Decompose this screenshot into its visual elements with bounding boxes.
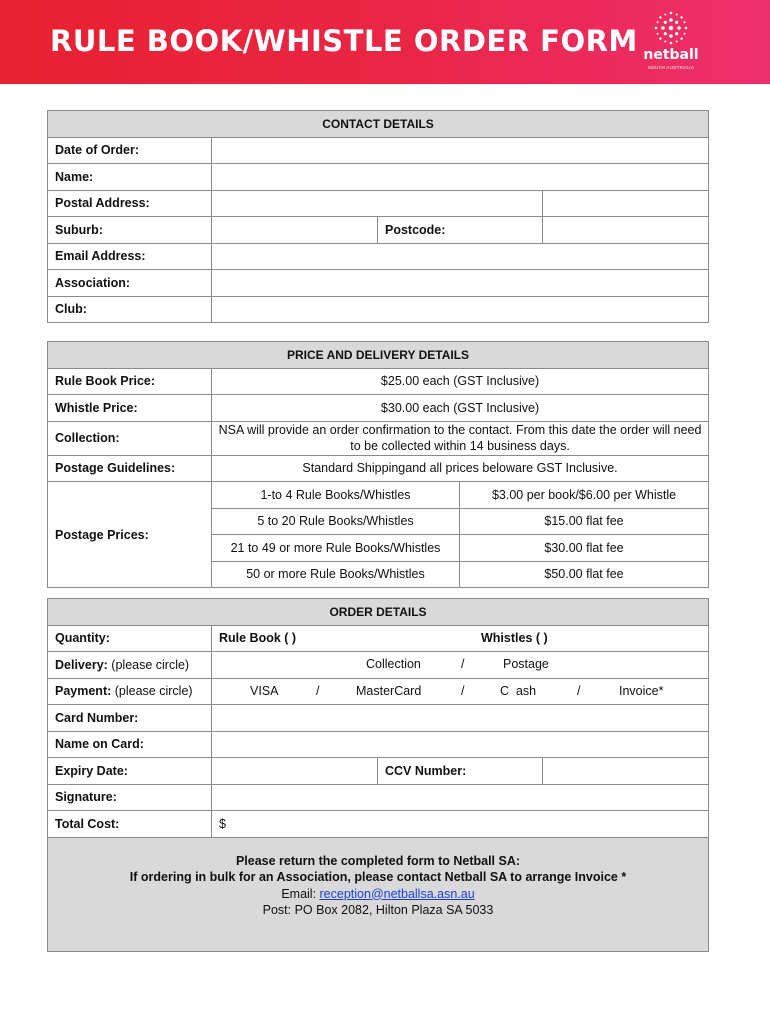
card-number-label: Card Number: [48, 705, 212, 732]
postage-price-3: $30.00 flat fee [460, 535, 709, 562]
total-cost-label: Total Cost: [48, 811, 212, 838]
delivery-collection-option[interactable]: Collection [366, 657, 421, 672]
footer-instructions [48, 837, 709, 951]
name-on-card-label: Name on Card: [48, 731, 212, 758]
quantity-field[interactable] [212, 625, 709, 652]
delivery-label-cell [48, 652, 212, 679]
total-cost-field[interactable]: $ [212, 811, 709, 838]
footer-post-text: Post: PO Box 2082, Hilton Plaza SA 5033 [262, 903, 494, 917]
whistle-price-label: Whistle Price: [48, 395, 212, 422]
card-number-field[interactable] [212, 705, 709, 732]
footer-bulk-text: If ordering in bulk for an Association, please contact Netball SA to arrange Invoice * [129, 870, 627, 884]
pay-mastercard-option[interactable]: MasterCard [356, 683, 422, 698]
footer-email-link[interactable]: reception@netballsa.asn.au [319, 886, 475, 901]
pay-invoice-option[interactable]: Invoice* [619, 683, 664, 698]
name-field[interactable] [212, 164, 709, 191]
pay-separator-3: / [577, 683, 581, 698]
order-details-heading: ORDER DETAILS [48, 599, 709, 626]
pay-visa-option[interactable]: VISA [250, 683, 279, 698]
quantity-label: Quantity: [48, 625, 212, 652]
association-field[interactable] [212, 270, 709, 297]
postage-prices-label: Postage Prices: [48, 482, 212, 588]
footer-return-text: Please return the completed form to Netball SA: [235, 853, 521, 868]
footer-email-line [48, 886, 708, 903]
postage-qty-4: 50 or more Rule Books/Whistles [212, 561, 460, 588]
logo-subtitle: SOUTH AUSTRALIA [647, 65, 695, 70]
footer-email-label: Email: [281, 886, 320, 901]
rule-book-price-label: Rule Book Price: [48, 368, 212, 395]
payment-label: Payment: [55, 684, 112, 699]
logo-wordmark: netball [643, 47, 699, 63]
postage-qty-3: 21 to 49 or more Rule Books/Whistles [212, 535, 460, 562]
club-field[interactable] [212, 296, 709, 323]
netball-sa-logo [640, 10, 702, 76]
date-of-order-label: Date of Order: [48, 137, 212, 164]
collection-value: NSA will provide an order confirmation to the contact. From this date the order will need to be collected within 14 business days. [212, 421, 709, 455]
ccv-number-field[interactable] [543, 758, 709, 785]
expiry-date-field[interactable] [212, 758, 378, 785]
payment-options [212, 678, 709, 705]
delivery-note: (please circle) [111, 657, 190, 672]
contact-details-table [47, 110, 709, 323]
postcode-label: Postcode: [378, 217, 543, 244]
name-on-card-field[interactable] [212, 731, 709, 758]
ccv-number-label: CCV Number: [378, 758, 543, 785]
order-details-table [47, 598, 709, 952]
signature-field[interactable] [212, 784, 709, 811]
netball-burst-icon [640, 10, 702, 50]
delivery-postage-option[interactable]: Postage [503, 657, 549, 672]
postage-price-1: $3.00 per book/$6.00 per Whistle [460, 482, 709, 509]
postage-price-2: $15.00 flat fee [460, 508, 709, 535]
price-delivery-heading: PRICE AND DELIVERY DETAILS [48, 342, 709, 369]
postage-price-4: $50.00 flat fee [460, 561, 709, 588]
pay-separator-2: / [461, 683, 465, 698]
delivery-separator: / [461, 657, 465, 672]
postal-address-extra-field[interactable] [543, 190, 709, 217]
pay-separator-1: / [316, 683, 320, 698]
date-of-order-field[interactable] [212, 137, 709, 164]
collection-label: Collection: [48, 421, 212, 455]
name-label: Name: [48, 164, 212, 191]
club-label: Club: [48, 296, 212, 323]
postage-qty-1: 1-to 4 Rule Books/Whistles [212, 482, 460, 509]
price-delivery-table [47, 341, 709, 588]
rule-book-qty[interactable]: Rule Book ( ) [219, 630, 297, 645]
postal-address-label: Postal Address: [48, 190, 212, 217]
payment-label-cell [48, 678, 212, 705]
delivery-options [212, 652, 709, 679]
postage-qty-2: 5 to 20 Rule Books/Whistles [212, 508, 460, 535]
association-label: Association: [48, 270, 212, 297]
email-address-label: Email Address: [48, 243, 212, 270]
suburb-field[interactable] [212, 217, 378, 244]
suburb-label: Suburb: [48, 217, 212, 244]
whistle-price-value: $30.00 each (GST Inclusive) [212, 395, 709, 422]
signature-label: Signature: [48, 784, 212, 811]
postal-address-field[interactable] [212, 190, 543, 217]
email-address-field[interactable] [212, 243, 709, 270]
rule-book-price-value: $25.00 each (GST Inclusive) [212, 368, 709, 395]
postage-guidelines-label: Postage Guidelines: [48, 455, 212, 482]
payment-note: (please circle) [114, 684, 193, 699]
postage-guidelines-value: Standard Shippingand all prices beloware GST Inclusive. [212, 455, 709, 482]
delivery-label: Delivery: [55, 657, 108, 672]
header-banner [0, 0, 770, 84]
form-title: RULE BOOK/WHISTLE ORDER FORM [50, 24, 638, 58]
expiry-date-label: Expiry Date: [48, 758, 212, 785]
postcode-field[interactable] [543, 217, 709, 244]
pay-cash-option[interactable]: C ash [500, 683, 537, 698]
whistles-qty[interactable]: Whistles ( ) [481, 630, 548, 645]
contact-details-heading: CONTACT DETAILS [48, 111, 709, 138]
